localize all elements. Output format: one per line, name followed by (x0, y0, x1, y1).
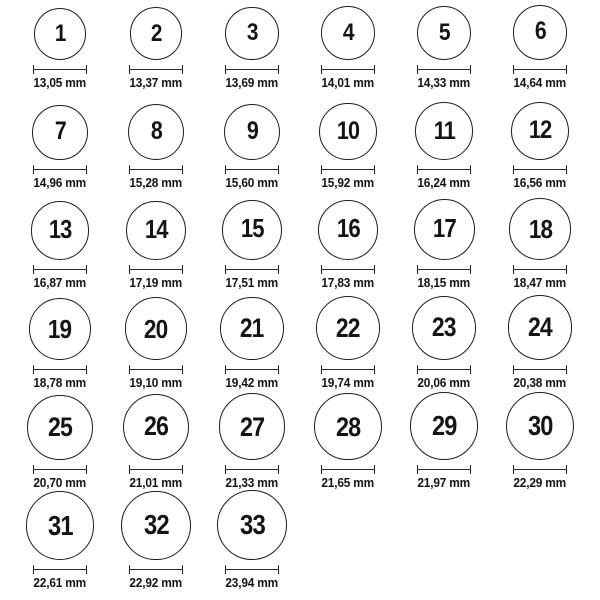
diameter-measure-line (417, 165, 471, 174)
diameter-measure-line (513, 365, 567, 374)
diameter-label: 15,28 mm (129, 176, 183, 190)
diameter-label: 21,01 mm (129, 476, 183, 490)
ring-size-number: 32 (143, 509, 169, 541)
diameter-label: 17,19 mm (129, 276, 183, 290)
diameter-measure-line (225, 265, 279, 274)
diameter-label: 19,10 mm (129, 376, 183, 390)
ring-size-cell (12, 100, 108, 200)
ring-size-number: 21 (240, 313, 264, 344)
ring-size-number: 11 (433, 116, 455, 145)
ring-size-cell (12, 400, 108, 500)
ring-size-cell (300, 300, 396, 400)
ring-size-number: 20 (144, 313, 168, 344)
ring-size-cell (12, 300, 108, 400)
ring-size-number: 3 (246, 19, 258, 47)
ring-size-number: 16 (336, 214, 360, 243)
ring-size-cell (396, 100, 492, 200)
diameter-measure-line (321, 165, 375, 174)
ring-size-number: 10 (336, 116, 360, 145)
diameter-measure-line (417, 265, 471, 274)
diameter-label: 14,64 mm (513, 76, 567, 90)
diameter-label: 13,69 mm (225, 76, 279, 90)
ring-size-cell (12, 200, 108, 300)
size-row (0, 300, 600, 400)
diameter-label: 16,56 mm (513, 176, 567, 190)
ring-size-number: 25 (48, 411, 72, 442)
ring-size-cell (300, 200, 396, 300)
diameter-label: 18,15 mm (417, 276, 471, 290)
ring-size-number: 7 (54, 117, 66, 145)
ring-size-number: 1 (54, 20, 66, 47)
ring-circle (34, 8, 86, 60)
diameter-label: 19,74 mm (321, 376, 375, 390)
diameter-label: 14,96 mm (33, 176, 87, 190)
diameter-measure-line (225, 565, 279, 574)
diameter-label: 16,24 mm (417, 176, 471, 190)
ring-size-cell (492, 200, 588, 300)
diameter-measure-line (129, 65, 183, 74)
ring-size-number: 23 (432, 312, 456, 343)
diameter-label: 20,70 mm (33, 476, 87, 490)
ring-circle (410, 392, 478, 460)
ring-circle (511, 102, 569, 160)
size-row (0, 100, 600, 200)
ring-circle (29, 298, 91, 360)
diameter-label: 21,97 mm (417, 476, 471, 490)
ring-size-cell (108, 0, 204, 100)
ring-size-cell (396, 400, 492, 500)
ring-circle (130, 7, 183, 60)
ring-size-number: 18 (528, 214, 552, 245)
ring-circle (222, 200, 282, 260)
diameter-label: 17,51 mm (225, 276, 279, 290)
ring-circle (316, 296, 380, 360)
ring-size-number: 4 (342, 18, 354, 46)
diameter-measure-line (129, 565, 183, 574)
diameter-measure-line (129, 165, 183, 174)
diameter-measure-line (225, 365, 279, 374)
diameter-label: 20,38 mm (513, 376, 567, 390)
ring-size-number: 30 (527, 410, 553, 442)
ring-circle (225, 7, 278, 60)
ring-circle (513, 5, 568, 60)
ring-size-number: 14 (144, 215, 168, 244)
diameter-measure-line (321, 265, 375, 274)
ring-size-cell (12, 500, 108, 600)
ring-size-number: 31 (47, 509, 73, 541)
diameter-measure-line (33, 365, 87, 374)
diameter-measure-line (225, 165, 279, 174)
ring-size-cell (204, 100, 300, 200)
ring-size-cell (300, 0, 396, 100)
ring-circle (414, 199, 475, 260)
diameter-measure-line (321, 465, 375, 474)
ring-circle (224, 104, 281, 161)
ring-size-cell (396, 300, 492, 400)
diameter-measure-line (513, 65, 567, 74)
size-row (0, 0, 600, 100)
ring-circle (123, 394, 189, 460)
diameter-label: 14,01 mm (321, 76, 375, 90)
size-row (0, 500, 600, 600)
ring-size-number: 26 (143, 411, 169, 442)
ring-size-number: 24 (528, 312, 552, 343)
ring-size-cell (492, 400, 588, 500)
diameter-measure-line (321, 65, 375, 74)
ring-circle (220, 297, 283, 360)
ring-circle (126, 201, 185, 260)
diameter-label: 22,29 mm (513, 476, 567, 490)
ring-circle (32, 105, 87, 160)
diameter-label: 17,83 mm (321, 276, 375, 290)
ring-circle (412, 296, 476, 360)
diameter-label: 13,37 mm (129, 76, 183, 90)
diameter-label: 21,65 mm (321, 476, 375, 490)
ring-circle (509, 198, 571, 260)
ring-size-number: 12 (528, 116, 552, 145)
ring-size-number: 9 (246, 117, 258, 146)
diameter-label: 22,92 mm (129, 576, 183, 590)
diameter-measure-line (417, 365, 471, 374)
ring-size-number: 13 (48, 215, 72, 244)
ring-circle (125, 297, 188, 360)
ring-circle (319, 103, 376, 160)
ring-size-number: 29 (431, 410, 457, 442)
diameter-measure-line (33, 465, 87, 474)
ring-circle (217, 490, 287, 560)
ring-circle (506, 392, 574, 460)
diameter-measure-line (513, 465, 567, 474)
diameter-label: 20,06 mm (417, 376, 471, 390)
ring-size-number: 5 (438, 18, 450, 46)
ring-size-cell (396, 200, 492, 300)
ring-size-cell (108, 200, 204, 300)
diameter-measure-line (129, 265, 183, 274)
ring-size-cell (108, 400, 204, 500)
diameter-measure-line (129, 365, 183, 374)
ring-size-cell (108, 500, 204, 600)
diameter-measure-line (129, 465, 183, 474)
diameter-measure-line (417, 65, 471, 74)
ring-size-cell (204, 300, 300, 400)
ring-size-cell (204, 500, 300, 600)
ring-size-cell (492, 0, 588, 100)
ring-size-number: 28 (335, 410, 361, 442)
diameter-measure-line (33, 565, 87, 574)
diameter-measure-line (225, 65, 279, 74)
ring-size-cell (492, 300, 588, 400)
ring-size-number: 15 (240, 215, 264, 244)
diameter-label: 14,33 mm (417, 76, 471, 90)
diameter-measure-line (321, 365, 375, 374)
ring-size-cell (12, 0, 108, 100)
diameter-label: 13,05 mm (33, 76, 87, 90)
diameter-label: 23,94 mm (225, 576, 279, 590)
ring-size-number: 22 (336, 312, 360, 343)
diameter-label: 18,47 mm (513, 276, 567, 290)
ring-circle (31, 201, 90, 260)
ring-circle (26, 491, 95, 560)
ring-circle (508, 295, 573, 360)
ring-circle (27, 395, 93, 461)
diameter-label: 18,78 mm (33, 376, 87, 390)
ring-circle (417, 6, 471, 60)
ring-size-cell (492, 100, 588, 200)
ring-circle (314, 393, 381, 460)
diameter-label: 15,60 mm (225, 176, 279, 190)
ring-size-cell (108, 300, 204, 400)
ring-circle (219, 393, 286, 460)
ring-size-number: 33 (239, 509, 265, 541)
diameter-measure-line (417, 465, 471, 474)
ring-size-cell (204, 0, 300, 100)
diameter-label: 22,61 mm (33, 576, 87, 590)
diameter-measure-line (513, 265, 567, 274)
diameter-label: 15,92 mm (321, 176, 375, 190)
diameter-measure-line (513, 165, 567, 174)
diameter-label: 19,42 mm (225, 376, 279, 390)
diameter-measure-line (33, 65, 87, 74)
ring-size-cell (204, 200, 300, 300)
diameter-label: 16,87 mm (33, 276, 87, 290)
ring-circle (415, 102, 473, 160)
ring-size-number: 6 (534, 18, 546, 46)
ring-circle (128, 104, 184, 160)
ring-size-number: 2 (150, 19, 162, 47)
ring-size-number: 27 (239, 411, 265, 443)
ring-size-number: 8 (150, 117, 162, 145)
size-row (0, 400, 600, 500)
ring-circle (121, 491, 190, 560)
ring-size-cell (396, 0, 492, 100)
ring-size-cell (300, 100, 396, 200)
ring-size-cell (300, 400, 396, 500)
ring-size-cell (108, 100, 204, 200)
ring-size-number: 19 (48, 313, 72, 344)
ring-circle (321, 6, 375, 60)
ring-circle (318, 200, 378, 260)
size-row (0, 200, 600, 300)
diameter-measure-line (225, 465, 279, 474)
ring-size-cell (204, 400, 300, 500)
diameter-measure-line (33, 265, 87, 274)
diameter-measure-line (33, 165, 87, 174)
ring-size-number: 17 (432, 214, 456, 243)
diameter-label: 21,33 mm (225, 476, 279, 490)
